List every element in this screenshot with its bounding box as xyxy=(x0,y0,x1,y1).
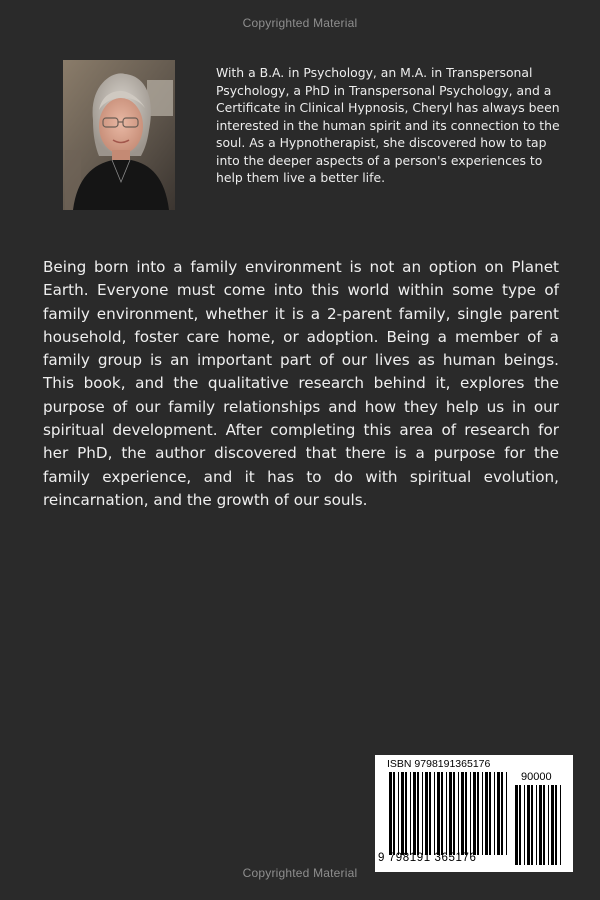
book-description: Being born into a family environment is not an option on Planet Earth. Everyone must come into this world within some type of family environment, whether it is a 2-parent family, single parent household, foster care home, or adoption. Being a member of a family group is an important part of our lives as human beings. This book, and the qualitative research behind it, explores the purpose of our family relationships and how they help us in our spiritual development. After completing this area of research for her PhD, the author discovered that there is a purpose for the family experience, and it has to do with spiritual evolution, reincarnation, and the growth of our souls. xyxy=(43,258,559,509)
copyright-watermark-bottom: Copyrighted Material xyxy=(242,866,358,880)
author-bio: With a B.A. in Psychology, an M.A. in Transpersonal Psychology, a PhD in Transpersonal Psychology, and a Certificate in Clinical Hypnosis, Cheryl has always been interested in the human spirit and its connection to the soul. As a Hypnotherapist, she discovered how to tap into the deeper aspects of a person's experiences to help them live a better life. xyxy=(216,65,560,185)
isbn-barcode xyxy=(375,755,573,872)
copyright-watermark-top: Copyrighted Material xyxy=(242,16,358,30)
author-photo xyxy=(63,60,175,210)
price-code: 90000 xyxy=(521,771,552,783)
ean-digits: 9 798191 365176 xyxy=(378,852,477,864)
isbn-label: ISBN 9798191365176 xyxy=(387,758,491,770)
